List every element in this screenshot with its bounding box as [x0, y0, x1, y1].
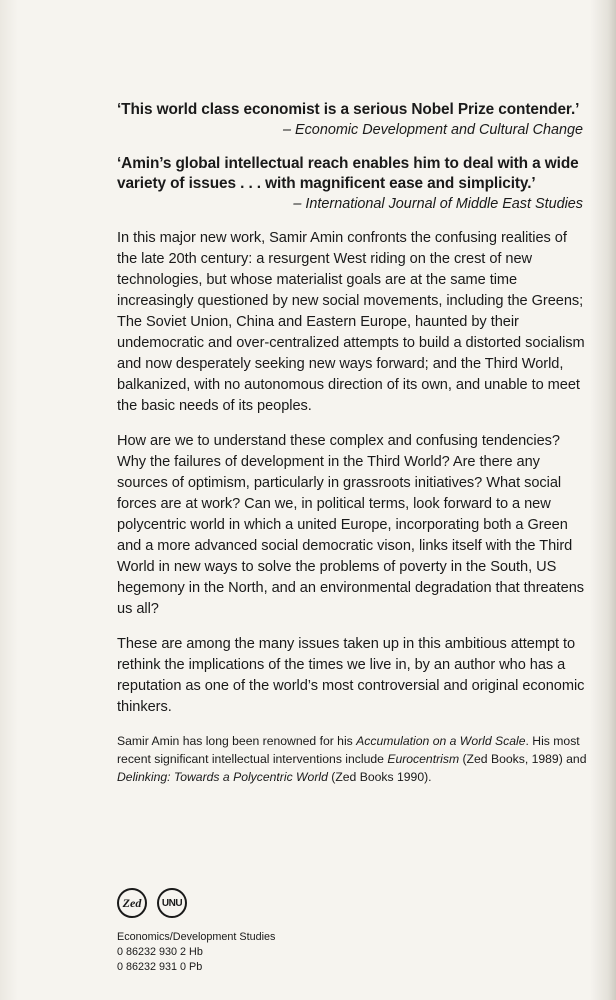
isbn-hardback: 0 86232 930 2 Hb: [117, 946, 203, 958]
zed-logo: Zed: [117, 888, 147, 918]
description-paragraph: In this major new work, Samir Amin confronts the confusing realities of the late 20th century: a resurgent West riding on the crest of new technologies, but whose materialist goals are at the same time increasingly questioned by new social movements, including the Greens; The Soviet Union, China and Eastern Europe, haunted by their undemocratic and over-centralized attempts to build a distorted socialism and now desperately seeking new ways forward; and the Third World, balkanized, with no autonomous direction of its own, and unable to meet the basic needs of its peoples.: [117, 230, 585, 414]
unu-logo: UNU: [157, 888, 187, 918]
review-quote: ‘Amin’s global intellectual reach enables him to deal with a wide variety of issues . . . with magnificent ease and simplicity.’: [117, 155, 579, 192]
book-title: Accumulation on a World Scale: [356, 734, 526, 748]
publication-info: [117, 930, 275, 975]
publisher-logos: [117, 888, 187, 918]
review-quote: ‘This world class economist is a serious Nobel Prize contender.’: [117, 101, 580, 118]
subject-category: Economics/Development Studies: [117, 931, 276, 943]
isbn-paperback: 0 86232 931 0 Pb: [117, 961, 203, 973]
book-title: Eurocentrism: [387, 752, 460, 766]
description-paragraph: These are among the many issues taken up in this ambitious attempt to rethink the implications of the times we live in, by an author who has a reputation as one of the world’s most controversial and original economic thinkers.: [117, 636, 585, 715]
author-note: Samir Amin has long been renowned for his Accumulation on a World Scale. His most recent significant intellectual interventions include Eurocentrism (Zed Books, 1989) and Delinking: Towards a Polycentric World (Zed Books 1990).: [117, 734, 587, 784]
description-paragraph: How are we to understand these complex and confusing tendencies? Why the failures of development in the Third World? Are there any sources of optimism, particularly in grassroots initiatives? What social forces are at work? Can we, in political terms, look forward to a new polycentric world in which a united Europe, incorporating both a Green and a more advanced social democratic vison, links itself with the Third World in new ways to solve the problems of poverty in the South, US hegemony in the North, and an environmental degradation that threatens us all?: [117, 433, 585, 617]
cover-text-block: [117, 100, 587, 786]
book-title: Delinking: Towards a Polycentric World: [117, 770, 328, 784]
review-source: – Economic Development and Cultural Change: [283, 122, 583, 138]
review-source: – International Journal of Middle East Studies: [293, 196, 583, 212]
